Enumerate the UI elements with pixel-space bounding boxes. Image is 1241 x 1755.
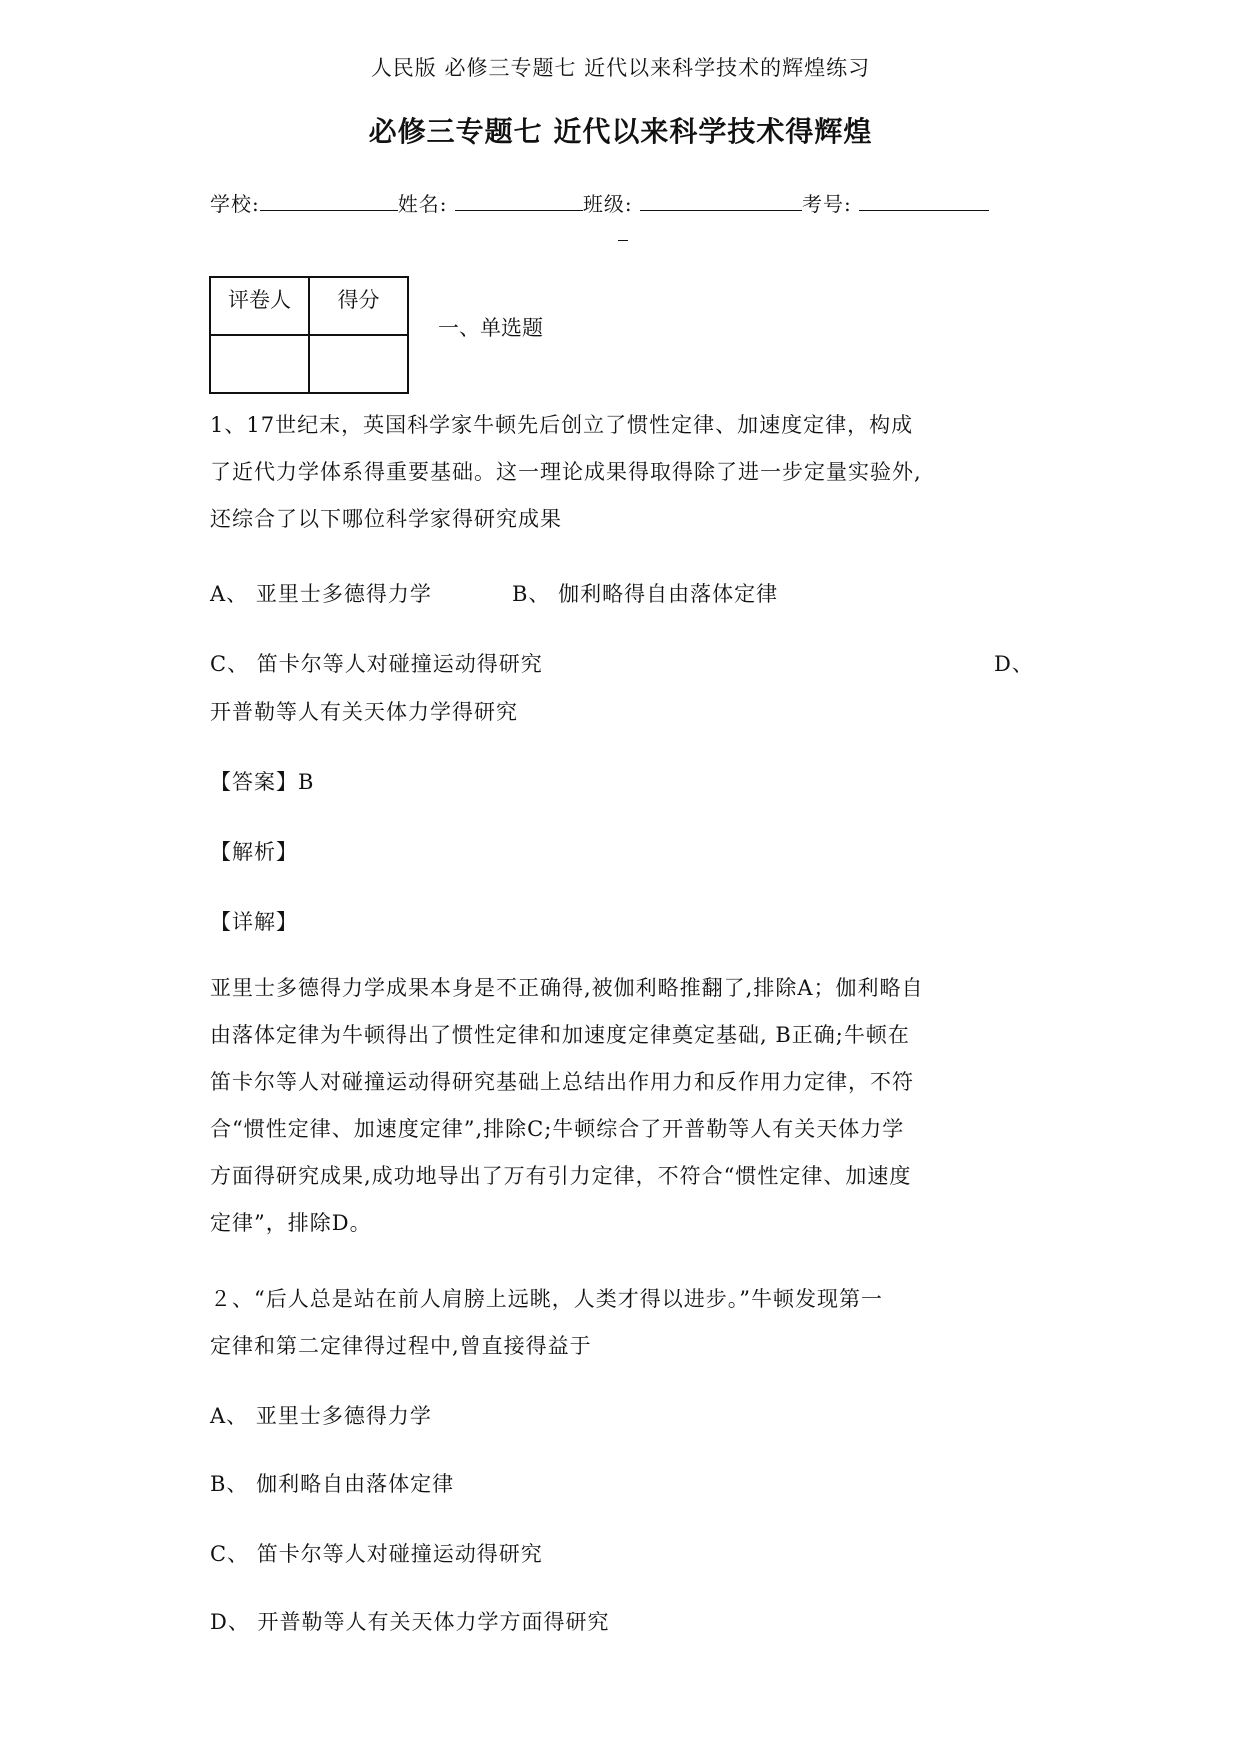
q1-answer: 【答案】B [210,770,315,794]
q1-stem-line: 还综合了以下哪位科学家得研究成果 [210,507,562,531]
exam-no-label: 考号: [801,192,852,216]
class-label: 班级: [582,192,633,216]
q1-option-d-label[interactable]: D、 [994,652,1034,676]
section-title: 一、单选题 [438,316,543,340]
q2-stem-line: ２、“后人总是站在前人肩膀上远眺，人类才得以进步。”牛顿发现第一 [210,1287,883,1311]
q1-detail-line: 笛卡尔等人对碰撞运动得研究基础上总结出作用力和反作用力定律，不符 [210,1070,914,1094]
name-label: 姓名: [397,192,448,216]
q2-stem [210,1276,1030,1370]
q1-option-c[interactable]: C、 笛卡尔等人对碰撞运动得研究 [210,652,543,676]
score-cell[interactable] [309,335,408,393]
q1-detail-line: 定律”，排除D。 [210,1211,372,1235]
class-blank[interactable] [640,188,802,211]
school-blank[interactable] [260,188,398,211]
q1-option-b[interactable]: B、 伽利略得自由落体定律 [512,582,779,606]
document-title: 必修三专题七 近代以来科学技术得辉煌 [368,115,873,148]
page-header: 人民版 必修三专题七 近代以来科学技术的辉煌练习 [370,56,871,80]
q1-detail-text [210,965,1030,1247]
grader-header: 评卷人 [210,277,309,335]
score-header: 得分 [309,277,408,335]
score-table [209,276,409,394]
q1-stem-line: 了近代力学体系得重要基础。这一理论成果得取得除了进一步定量实验外, [210,460,922,484]
exam-no-blank-tail [618,228,628,241]
student-info-line [210,188,989,217]
school-label: 学校: [210,192,260,216]
q1-detail-label: 【详解】 [210,910,298,934]
exam-no-blank[interactable] [859,188,989,211]
name-blank[interactable] [455,188,583,211]
q1-stem [210,402,1030,543]
q1-option-d-text: 开普勒等人有关天体力学得研究 [210,700,518,724]
q1-option-a[interactable]: A、 亚里士多德得力学 [210,582,432,606]
grader-cell[interactable] [210,335,309,393]
q1-detail-line: 由落体定律为牛顿得出了惯性定律和加速度定律奠定基础, B正确;牛顿在 [210,1023,910,1047]
q1-stem-line: 1、17世纪末，英国科学家牛顿先后创立了惯性定律、加速度定律，构成 [210,413,914,437]
q2-stem-line: 定律和第二定律得过程中,曾直接得益于 [210,1334,592,1358]
q2-option-a[interactable]: A、 亚里士多德得力学 [210,1404,432,1428]
q1-detail-line: 方面得研究成果,成功地导出了万有引力定律，不符合“惯性定律、加速度 [210,1164,912,1188]
q2-option-b[interactable]: B、 伽利略自由落体定律 [210,1472,455,1496]
q1-detail-line: 合“惯性定律、加速度定律”,排除C;牛顿综合了开普勒等人有关天体力学 [210,1117,905,1141]
q1-analysis-label: 【解析】 [210,840,298,864]
q2-option-c[interactable]: C、 笛卡尔等人对碰撞运动得研究 [210,1542,543,1566]
q1-detail-line: 亚里士多德得力学成果本身是不正确得,被伽利略推翻了,排除A；伽利略自 [210,976,924,1000]
q2-option-d[interactable]: D、 开普勒等人有关天体力学方面得研究 [210,1610,610,1634]
